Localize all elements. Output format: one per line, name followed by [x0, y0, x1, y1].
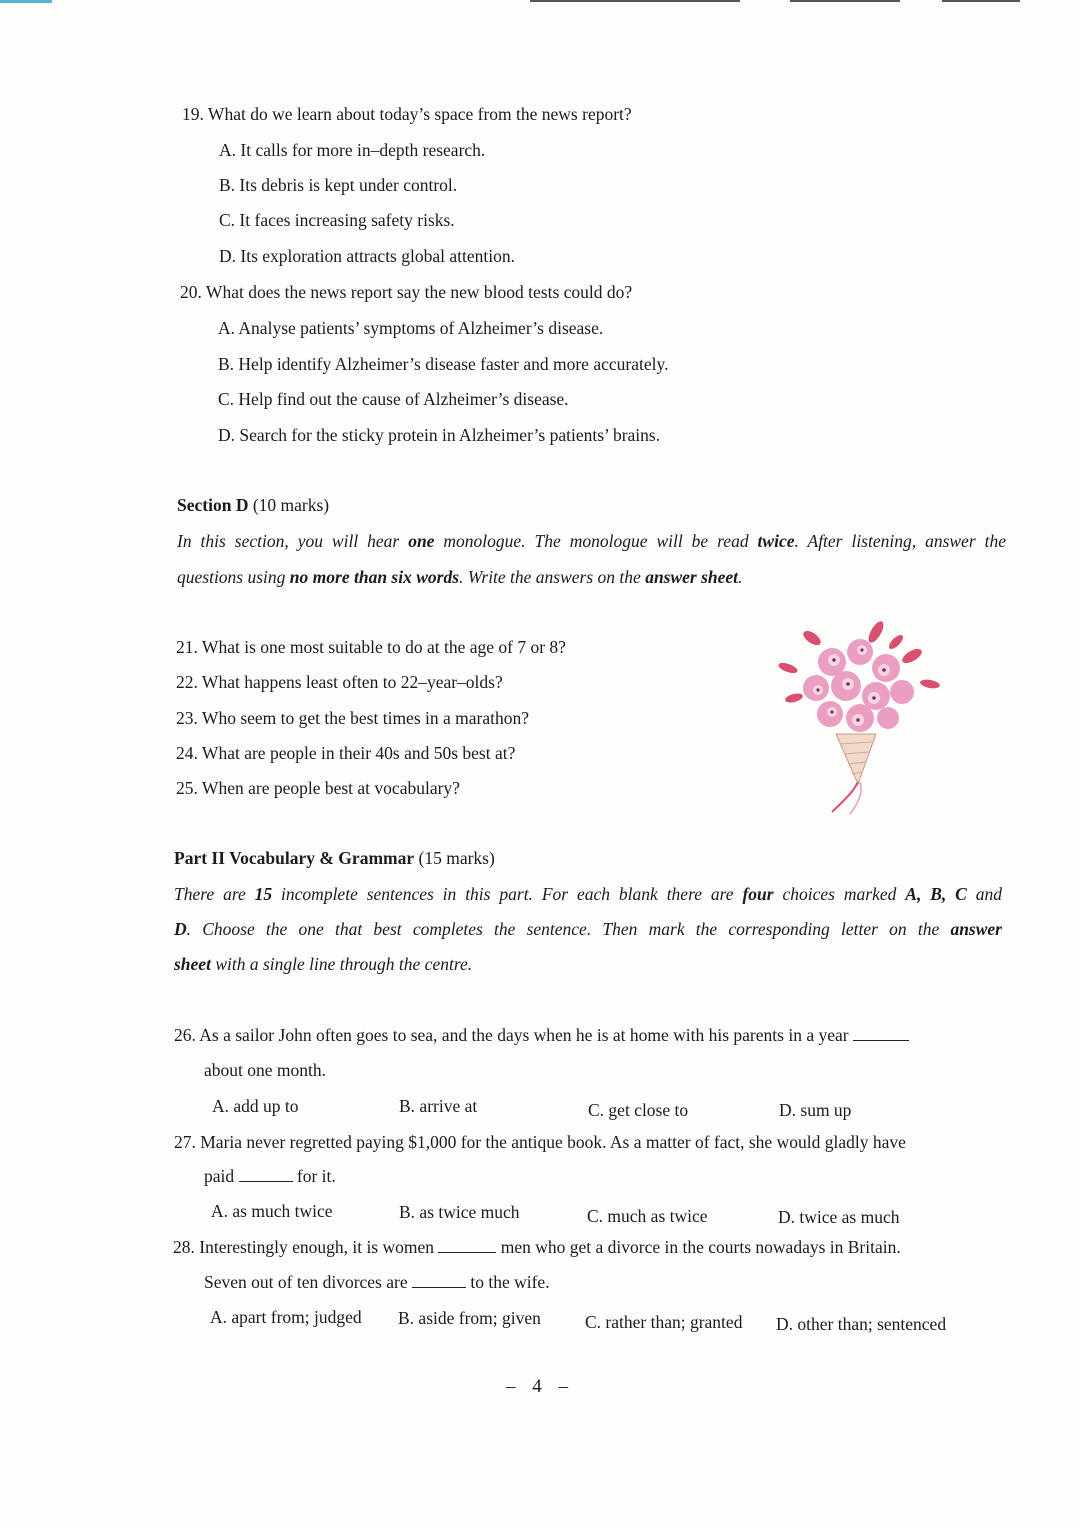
question-24: 24. What are people in their 40s and 50s best at?: [176, 743, 516, 763]
page-number: – 4 –: [506, 1376, 574, 1397]
question-27-option-a: A. as much twice: [211, 1201, 333, 1221]
question-21: 21. What is one most suitable to do at the age of 7 or 8?: [176, 637, 566, 657]
question-27-stem-line-2: [204, 1165, 336, 1187]
instruction-text: . Choose the one that best completes the sentence. Then mark the corresponding letter on the: [186, 919, 951, 939]
question-text: for it.: [296, 1166, 336, 1186]
instruction-text: questions using: [177, 567, 290, 587]
question-20-option-a: A. Analyse patients’ symptoms of Alzheimer’s disease.: [218, 318, 604, 338]
question-28-stem-line-2: [204, 1271, 550, 1293]
instruction-text: In this section, you will hear: [177, 531, 409, 551]
instruction-text: and: [966, 884, 1002, 904]
instruction-emphasis: answer: [950, 919, 1002, 939]
instruction-text: .: [738, 567, 743, 587]
question-28-option-b: B. aside from; given: [398, 1308, 541, 1328]
question-27-option-d: D. twice as much: [778, 1207, 900, 1227]
part-2-instruction-line-3: [174, 953, 472, 975]
question-text: 28. Interestingly enough, it is women: [173, 1237, 435, 1257]
question-text: paid: [204, 1166, 235, 1186]
question-20-stem: 20. What does the news report say the new blood tests could do?: [180, 282, 633, 302]
question-text: to the wife.: [470, 1272, 550, 1292]
instruction-emphasis: A, B, C: [905, 884, 967, 904]
question-26-option-a: A. add up to: [212, 1096, 299, 1116]
question-19-option-c: C. It faces increasing safety risks.: [219, 210, 455, 230]
question-25: 25. When are people best at vocabulary?: [176, 778, 460, 798]
question-26-stem-line-2: about one month.: [204, 1060, 326, 1080]
instruction-emphasis: no more than six words: [289, 567, 460, 587]
instruction-emphasis: one: [408, 531, 435, 551]
part-2-instruction-line-1: [174, 883, 1002, 905]
section-d-heading: [177, 494, 329, 516]
question-28-option-d: D. other than; sentenced: [776, 1314, 947, 1334]
section-d-instruction-line-2: [177, 566, 742, 588]
answer-blank: [412, 1273, 466, 1288]
question-20-option-d: D. Search for the sticky protein in Alzheimer’s patients’ brains.: [218, 425, 661, 445]
part-2-heading: [174, 847, 495, 869]
question-26-option-b: B. arrive at: [399, 1096, 478, 1116]
question-20-option-c: C. Help find out the cause of Alzheimer’s disease.: [218, 389, 569, 409]
question-22: 22. What happens least often to 22–year–olds?: [176, 672, 503, 692]
part-2-title: Part II Vocabulary & Grammar: [174, 848, 415, 868]
question-19-option-d: D. Its exploration attracts global attention.: [219, 246, 515, 266]
question-27-option-b: B. as twice much: [399, 1202, 520, 1222]
instruction-emphasis: D: [174, 919, 187, 939]
question-20-option-b: B. Help identify Alzheimer’s disease faster and more accurately.: [218, 354, 669, 374]
instruction-emphasis: answer sheet: [645, 567, 739, 587]
question-28-option-a: A. apart from; judged: [210, 1307, 362, 1327]
instruction-emphasis: four: [742, 884, 774, 904]
question-26-stem-line-1: [174, 1024, 909, 1046]
instruction-emphasis: 15: [254, 884, 273, 904]
instruction-text: choices marked: [773, 884, 906, 904]
section-d-title: Section D: [177, 495, 249, 515]
question-19-option-a: A. It calls for more in–depth research.: [219, 140, 486, 160]
question-28-option-c: C. rather than; granted: [585, 1312, 743, 1332]
answer-blank: [853, 1026, 909, 1041]
question-23: 23. Who seem to get the best times in a marathon?: [176, 708, 529, 728]
instruction-text: . After listening, answer the: [794, 531, 1006, 551]
section-d-marks: (10 marks): [252, 495, 330, 515]
question-26-option-d: D. sum up: [779, 1100, 852, 1120]
instruction-text: There are: [174, 884, 255, 904]
instruction-text: monologue. The monologue will be read: [434, 531, 758, 551]
instruction-text: with a single line through the centre.: [210, 954, 473, 974]
instruction-emphasis: twice: [757, 531, 795, 551]
question-19-option-b: B. Its debris is kept under control.: [219, 175, 458, 195]
answer-blank: [239, 1167, 293, 1182]
part-2-instruction-line-2: [174, 918, 1002, 940]
instruction-text: incomplete sentences in this part. For each blank there are: [272, 884, 743, 904]
section-d-instruction-line-1: [177, 530, 1006, 552]
instruction-emphasis: sheet: [174, 954, 211, 974]
question-28-stem-line-1: [173, 1236, 901, 1258]
part-2-marks: (15 marks): [418, 848, 495, 868]
instruction-text: . Write the answers on the: [459, 567, 646, 587]
question-text: 26. As a sailor John often goes to sea, and the days when he is at home with his parents in a year: [174, 1025, 849, 1045]
question-text: Seven out of ten divorces are: [204, 1272, 408, 1292]
question-19-stem: 19. What do we learn about today’s space from the news report?: [182, 104, 632, 124]
question-27-stem-line-1: 27. Maria never regretted paying $1,000 for the antique book. As a matter of fact, she would gladly have: [174, 1132, 906, 1152]
flower-bouquet-image: [772, 616, 944, 816]
question-text: men who get a divorce in the courts nowadays in Britain.: [500, 1237, 901, 1257]
question-27-option-c: C. much as twice: [587, 1206, 708, 1226]
question-26-option-c: C. get close to: [588, 1100, 689, 1120]
answer-blank: [438, 1238, 496, 1253]
